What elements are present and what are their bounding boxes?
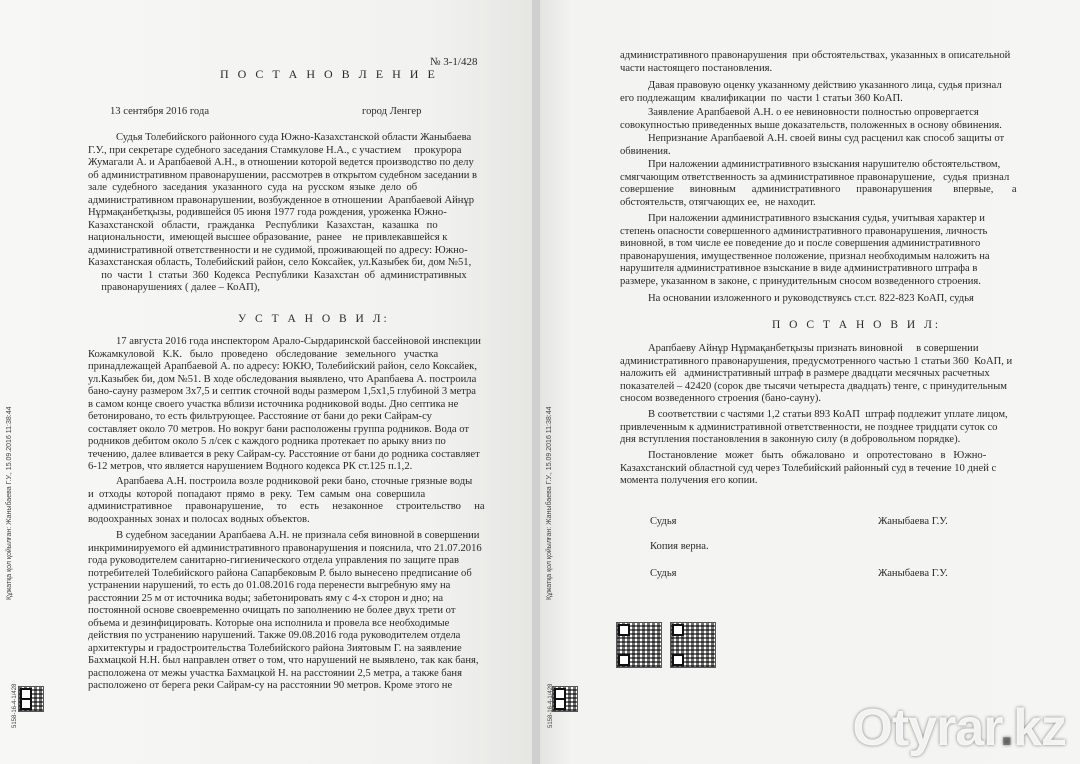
text-line: нарушителя административное взыскание в виде административного штрафа в — [620, 263, 978, 274]
denial-paragraph — [620, 107, 1048, 132]
text-line: В соответствии с частями 1,2 статьи 893 КоАП штраф подлежит уплате лицом, — [648, 409, 1008, 420]
barcode-number: 5158-16-4-1/428 — [548, 683, 554, 728]
text-line: административного правонарушения, предусмотренного частью 1 статьи 360 КоАП, и — [620, 355, 1013, 367]
text-line: В судебном заседании Арапбаева А.Н. не признала себя виновной в совершении — [116, 530, 480, 541]
text-line: части настоящего постановления. — [620, 62, 773, 74]
text-line: Казахстанский областной суд через Толебийский районный суд в течение 10 дней с — [620, 462, 997, 474]
judge-label: Судья — [650, 516, 677, 527]
text-line: размере, указанном в законе, с принудительным сносом возведенного строения. — [620, 275, 981, 287]
text-line: Арапбаеву Айнұр Нұрмақанбетқызы признать виновной в совершении — [648, 343, 979, 354]
text-line: инкриминируемого ей административного правонарушения и пояснила, что 21.07.2016 — [88, 542, 482, 554]
left-page — [0, 0, 532, 764]
text-line: административном правонарушении, возбужденное в отношении Арапбаевой Айнұр — [88, 194, 475, 206]
case-number: № 3-1/428 — [430, 56, 478, 68]
text-line: об административном правонарушении, рассмотрев в открытом судебном заседании в — [88, 169, 478, 181]
qualification-paragraph — [620, 80, 1048, 105]
barcode-number: 5158-16-4-1/428 — [12, 683, 18, 728]
qr-code-icon — [670, 622, 716, 668]
defense-paragraph — [620, 133, 1048, 158]
text-line: обстоятельств, отягчающих ее, не находит. — [620, 196, 816, 208]
text-line: административной ответственности и не судимой, проживающей по адресу: Южно- — [88, 244, 468, 256]
qr-code-icon — [18, 686, 44, 712]
text-line: Бахмацкой Н.Н. был направлен ответ о том, что нарушений не выявлено, так как баня, — [88, 655, 479, 666]
text-line: потребителей Толебийского района Сапарбековым Р. было вынесено предписание об — [88, 567, 472, 579]
watermark-logo: Otyrar.kz — [852, 699, 1066, 757]
intro-paragraph — [88, 132, 500, 295]
text-line: года руководителем санитарно-гигиенического отдела управления по защите прав — [88, 555, 459, 566]
text-line: момента получения его копии. — [620, 475, 758, 486]
copy-certified-label: Копия верна. — [650, 541, 709, 552]
judge-label-2: Судья — [650, 568, 677, 579]
text-line: национальности, имеющей высшее образование, ранее не привлекавшейся к — [88, 232, 448, 243]
text-line: расстоянии 25 м от источника воды; забетонировать яму с 4-х сторон и дно; на — [88, 592, 444, 604]
text-line: виновной, в том числе ее поведение до и после совершения административного — [620, 238, 981, 249]
mitigation-paragraph — [620, 159, 1048, 209]
ustanovil-heading: У С Т А Н О В И Л: — [238, 313, 390, 325]
text-line: водоохранных зонах и полосах водных объектов. — [88, 513, 310, 525]
text-line: архитектуры и градостроительства Толебийского района Зиятовым Г. на заявление — [88, 642, 462, 654]
text-line: принадлежащей Арапбаевой А. по адресу: ЮКЮ, Толебийский район, село Коксайек, — [88, 361, 477, 372]
text-line: Г.У., при секретаре судебного заседания Стамкулове Н.А., с участием прокурора — [88, 144, 462, 156]
signature-side-text: Құжатқа қол қойылған: Жаныбаева Г.У., 15.09.2016 11:38:44 — [6, 406, 13, 600]
text-line: обвинения. — [620, 145, 671, 157]
text-line: Непризнание Арапбаевой А.Н. своей вины суд расценил как способ защиты от — [648, 133, 1005, 144]
right-page — [540, 0, 1080, 764]
text-line: Кожамкуловой К.К. было проведено обследование земельного участка — [88, 348, 439, 360]
text-line: Арапбаева А.Н. построила возле родниковой реки бано, сточные грязные воды — [116, 476, 473, 487]
verdict-paragraph — [620, 343, 1048, 406]
text-line: Нұрмақанбетқызы, родившейся 05 июня 1977 года рождения, уроженка Южно- — [88, 207, 447, 218]
document-title: П О С Т А Н О В Л Е Н И Е — [220, 67, 438, 81]
text-line: устранении нарушений, то есть до 01.08.2016 года перенести выгребную яму на — [88, 580, 451, 591]
text-line: совокупностью приведенных выше доказательств, положенных в основу обвинения. — [620, 119, 1002, 131]
text-line: и отходы которой попадают прямо в реку. Тем самым она совершила — [88, 488, 426, 500]
text-line: расположено от берега реки Сайрам-су на расстоянии 90 метров. Кроме этого не — [88, 680, 453, 691]
text-line: бетонировано, то есть фильтрующее. Расстояние от бани до реки Сайрам-су — [88, 411, 432, 422]
text-line: Давая правовую оценку указанному действию указанного лица, судья признал — [648, 80, 1002, 91]
finding-paragraph-3 — [88, 530, 500, 693]
text-line: его подлежащим квалификации по части 1 статьи 360 КоАП. — [620, 92, 903, 104]
basis-line: На основании изложенного и руководствуясь ст.ст. 822-823 КоАП, судья — [648, 293, 974, 304]
qr-code-icon — [552, 686, 578, 712]
qr-code-icon — [616, 622, 662, 668]
text-line: родников дебитом около 5 л/сек с каждого родника протекает по арыку вниз по — [88, 436, 446, 447]
text-line: совершение виновным административного правонарушения впервые, а — [620, 184, 1017, 195]
text-line: При наложении административного взыскания нарушителю обстоятельством, — [648, 159, 1001, 170]
text-line: смягчающим ответственность за административное правонарушение, судья признал — [620, 171, 1010, 183]
text-line: сносом возведенного строения (бано-сауну). — [620, 393, 822, 404]
signature-side-text: Құжатқа қол қойылған: Жаныбаева Г.У., 15.09.2016 11:38:44 — [546, 406, 553, 600]
text-line: Жумагали А. и Арапбаевой А.Н., в отношении которой ведется производство по делу — [88, 157, 474, 168]
text-line: течению, далее вливается в реку Сайрам-су. Расстояние от бани до родника составляет — [88, 448, 480, 460]
text-line: показателей – 42420 (сорок две тысячи четыреста двадцать) тенге, с принудительным — [620, 380, 1007, 392]
text-line: Заявление Арапбаевой А.Н. о ее невиновности полностью опровергается — [648, 107, 979, 118]
text-line: правонарушения, имущественное положение, признал необходимым наложить на — [620, 250, 990, 262]
text-line: Судья Толебийского районного суда Южно-Казахстанской области Жаныбаева — [116, 132, 472, 143]
text-line: Казахстанская область, Толебийский район, село Коксайек, ул.Казыбек би, дом №51, — [88, 257, 472, 268]
text-line: составляет около 70 метров. Но вокруг бани расположены группа родников. Вода от — [88, 423, 469, 435]
text-line: действия по устранению нарушений. Также 09.08.2016 года руководителем отдела — [88, 630, 461, 641]
text-line: в самом конце своего участка вблизи источника родниковой воды. Дно септика не — [88, 398, 459, 410]
judge-name-2: Жаныбаева Г.У. — [878, 568, 948, 579]
document-city: город Ленгер — [362, 106, 422, 117]
appeal-paragraph — [620, 450, 1048, 488]
continuation-paragraph — [620, 50, 1048, 75]
text-line: 17 августа 2016 года инспектором Арало-Сырдаринской бассейновой инспекции — [116, 336, 481, 347]
text-line: Казахстанской области, гражданка Республики Казахстан, казашка по — [88, 219, 438, 231]
text-line: дня вступления постановления в законную силу (в добровольном порядке). — [620, 434, 961, 445]
text-line: 6-12 метров, что является нарушением Водного кодекса РК ст.125 п.1,2. — [88, 461, 413, 472]
text-line: административное правонарушение, то есть незаконное строительство на — [88, 501, 485, 512]
penalty-reasoning-paragraph — [620, 213, 1048, 288]
document-date: 13 сентября 2016 года — [110, 106, 210, 117]
finding-paragraph-2 — [88, 476, 500, 526]
text-line: При наложении административного взыскания судья, учитывая характер и — [648, 213, 985, 224]
text-line: правонарушениях ( далее – КоАП), — [88, 282, 260, 293]
text-line: постоянной основе своевременно очищать по заполнению не более двух трети от — [88, 605, 456, 616]
text-line: расположена от межы участка Бахмацкой Н. на расстоянии 2,5 метра, а также баня — [88, 667, 462, 679]
text-line: ул.Казыбек би, дом №51. В ходе обследования выявлено, что Арапбаева А. построила — [88, 373, 477, 385]
text-line: привлеченным к административной ответственности, не позднее тридцати суток со — [620, 421, 998, 433]
judge-name: Жаныбаева Г.У. — [878, 516, 948, 527]
finding-paragraph-1 — [88, 336, 500, 474]
postanovil-heading: П О С Т А Н О В И Л: — [772, 319, 942, 331]
text-line: бано-сауну размером 3х7,5 и септик сточной воды размером 1,5х1,5 глубиной 3 метра — [88, 386, 476, 397]
text-line: административного правонарушения при обстоятельствах, указанных в описательной — [620, 50, 1011, 61]
text-line: объема и дезинфицировать. Которые она исполнила и провела все необходимые — [88, 617, 450, 629]
text-line: наложить ей административный штраф в размере двадцати месячных расчетных — [620, 368, 990, 379]
text-line: степень опасности совершенного административного правонарушения, личность — [620, 225, 988, 237]
text-line: зале судебного заседания указанного суда на русском языке дело об — [88, 182, 418, 193]
text-line: по части 1 статьи 360 Кодекса Республики Казахстан об административных — [88, 269, 467, 281]
text-line: Постановление может быть обжаловано и опротестовано в Южно- — [648, 450, 987, 461]
payment-paragraph — [620, 409, 1048, 447]
